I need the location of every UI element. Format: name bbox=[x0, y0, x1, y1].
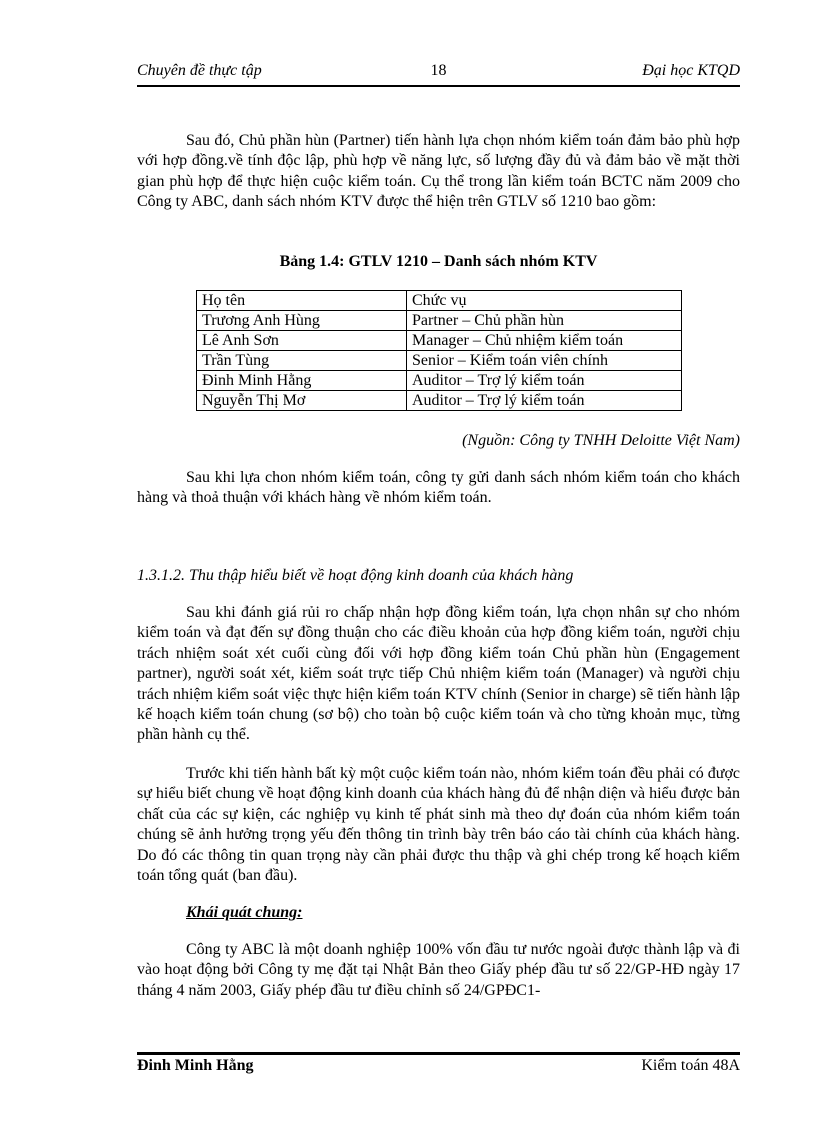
member-role: Manager – Chủ nhiệm kiểm toán bbox=[407, 331, 682, 351]
footer-author: Đinh Minh Hằng bbox=[137, 1057, 254, 1074]
paragraph-team-selection: Sau đó, Chủ phần hùn (Partner) tiến hành lựa chọn nhóm kiểm toán đảm bảo phù hợp với hợp đồng.về tính độc lập, phù hợp về năng lực, số lượng đầy đủ và đảm bảo về mặt thời gian phù hợp để thực hiện cuộc kiểm toán. Cụ thể trong lần kiểm toán BCTC năm 2009 cho Công ty ABC, danh sách nhóm KTV được thể hiện trên GTLV số 1210 bao gồm: bbox=[137, 132, 740, 211]
header-rule bbox=[137, 85, 740, 87]
member-role: Senior – Kiểm toán viên chính bbox=[407, 351, 682, 371]
table-source: (Nguồn: Công ty TNHH Deloitte Việt Nam) bbox=[462, 432, 740, 449]
footer-class: Kiểm toán 48A bbox=[641, 1057, 740, 1074]
table-header-cell: Chức vụ bbox=[407, 291, 682, 311]
table-header-cell: Họ tên bbox=[197, 291, 407, 311]
table-row bbox=[197, 331, 682, 351]
table-title: Bảng 1.4: GTLV 1210 – Danh sách nhóm KTV bbox=[279, 253, 598, 270]
paragraph-send-list: Sau khi lựa chon nhóm kiểm toán, công ty gửi danh sách nhóm kiểm toán cho khách hàng và thoả thuận với khách hàng về nhóm kiểm toán. bbox=[137, 469, 740, 507]
audit-team-table bbox=[196, 290, 682, 411]
table-row bbox=[197, 311, 682, 331]
section-heading: 1.3.1.2. Thu thập hiểu biết về hoạt động kinh doanh của khách hàng bbox=[137, 567, 574, 584]
member-role: Auditor – Trợ lý kiểm toán bbox=[407, 371, 682, 391]
member-name: Nguyễn Thị Mơ bbox=[197, 391, 407, 411]
page-number: 18 bbox=[430, 62, 447, 79]
subheading-overview: Khái quát chung: bbox=[186, 904, 303, 921]
paragraph-company-overview: Công ty ABC là một doanh nghiệp 100% vốn đầu tư nước ngoài được thành lập và đi vào hoạt động bởi Công ty mẹ đặt tại Nhật Bản theo Giấy phép đầu tư số 22/GP-HĐ ngày 17 tháng 4 năm 2003, Giấy phép đầu tư điều chỉnh số 24/GPĐC1- bbox=[137, 941, 740, 999]
table-row bbox=[197, 371, 682, 391]
table-header-row bbox=[197, 291, 682, 311]
footer-rule bbox=[137, 1052, 740, 1055]
member-name: Trần Tùng bbox=[197, 351, 407, 371]
paragraph-planning: Sau khi đánh giá rủi ro chấp nhận hợp đồng kiểm toán, lựa chọn nhân sự cho nhóm kiểm toán và đạt đến sự đồng thuận cho các điều khoản của hợp đồng kiểm toán, người chịu trách nhiệm soát xét cuối cùng đối với hợp đồng kiểm toán Chủ phần hùn (Engagement partner), người soát xét, kiểm soát trực tiếp Chủ nhiệm kiểm toán (Manager) và người chịu trách nhiệm kiểm soát việc thực hiện kiểm toán KTV chính (Senior in charge) sẽ tiến hành lập kế hoạch kiểm toán chung (sơ bộ) cho toàn bộ cuộc kiểm toán và cho từng khoản mục, từng phần hành cụ thể. bbox=[137, 604, 741, 744]
table-row bbox=[197, 351, 682, 371]
member-name: Lê Anh Sơn bbox=[197, 331, 407, 351]
header-title: Chuyên đề thực tập bbox=[137, 62, 262, 79]
header-university: Đại học KTQD bbox=[642, 62, 740, 79]
member-name: Trương Anh Hùng bbox=[197, 311, 407, 331]
paragraph-understanding: Trước khi tiến hành bất kỳ một cuộc kiểm toán nào, nhóm kiểm toán đều phải có được sự hiểu biết chung về hoạt động kinh doanh của khách hàng đủ để nhận diện và hiểu được bản chất của các sự kiện, các nghiệp vụ kinh tế phát sinh mà theo dự đoán của nhóm kiểm toán chúng sẽ ảnh hưởng trọng yếu đến thông tin trình bày trên báo cáo tài chính của khách hàng. Do đó các thông tin quan trọng này cần phải được thu thập và ghi chép trong kế hoạch kiểm toán tổng quát (ban đầu). bbox=[137, 765, 740, 885]
table-row bbox=[197, 391, 682, 411]
page-header bbox=[137, 62, 740, 84]
member-role: Partner – Chủ phần hùn bbox=[407, 311, 682, 331]
member-name: Đinh Minh Hằng bbox=[197, 371, 407, 391]
page-footer bbox=[137, 1057, 740, 1079]
member-role: Auditor – Trợ lý kiểm toán bbox=[407, 391, 682, 411]
